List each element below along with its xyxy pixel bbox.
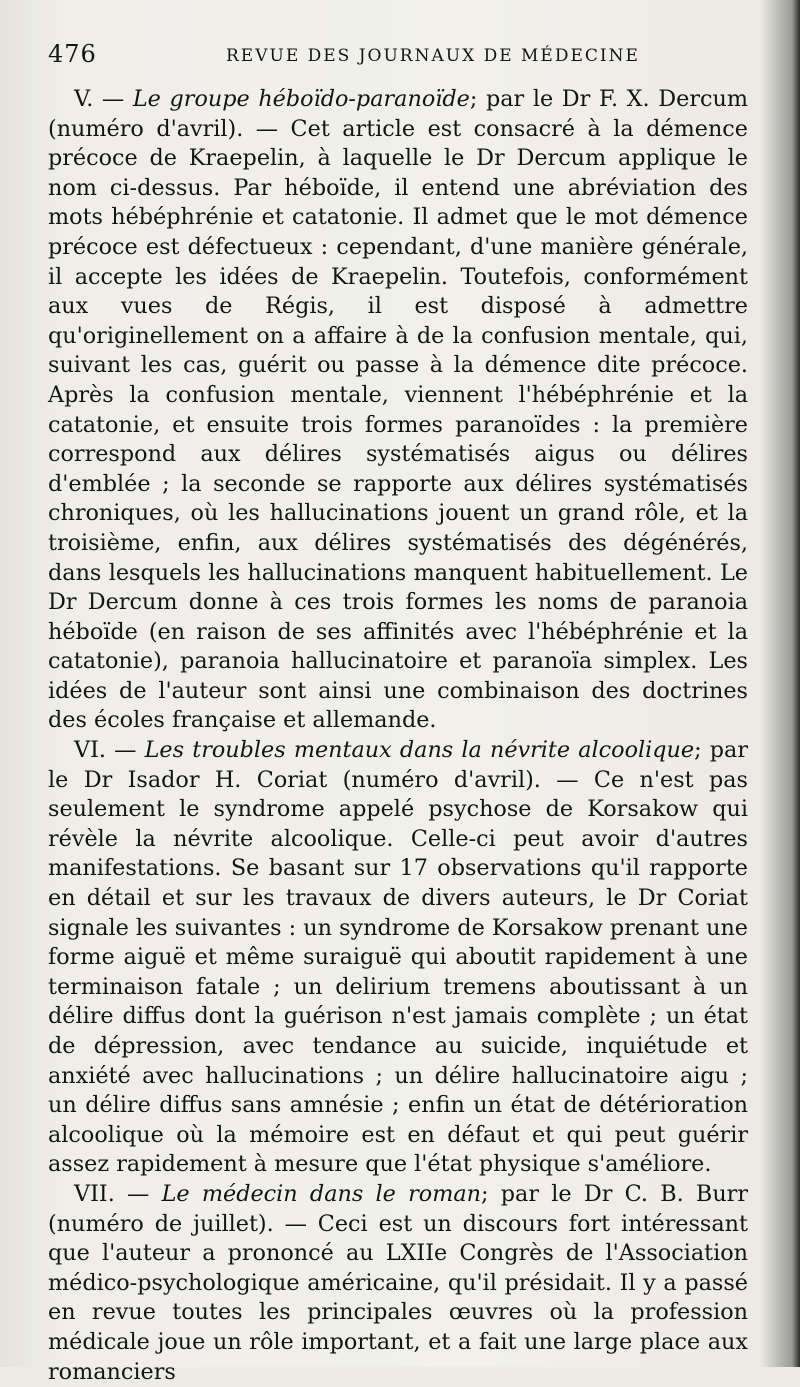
article-text: ; par le Dr C. B. Burr (numéro de juillet). — Ceci est un discours fort intéressant que l'auteur a prononcé au LXIIe Congrès de l'Association médico-psychologique américaine, qu'il présidait. Il y a passé en revue toutes les principales œuvres où la profession médicale joue un rôle important, et a fait une large place aux romanciers bbox=[48, 1180, 748, 1385]
article-title: Le médecin dans le roman bbox=[161, 1180, 481, 1207]
page-header bbox=[48, 34, 748, 74]
article-vii bbox=[48, 1180, 748, 1387]
page-number: 476 bbox=[48, 40, 97, 68]
running-title: REVUE DES JOURNAUX DE MÉDECINE bbox=[226, 46, 640, 66]
article-title: Les troubles mentaux dans la névrite alcoolique bbox=[144, 737, 695, 764]
article-title: Le groupe héboïdo-paranoïde bbox=[132, 86, 470, 112]
article-number: VI. — bbox=[74, 737, 137, 764]
article-vi bbox=[48, 736, 748, 1180]
article-text: ; par le Dr Isador H. Coriat (numéro d'avril). — Ce n'est pas seulement le syndrome appelé psychose de Korsakow qui révèle la névrite alcoolique. Celle-ci peut avoir d'autres manifestations. Se basant sur 17 observations qu'il rapporte en détail et sur les travaux de divers auteurs, le Dr Coriat signale les suivantes : un syndrome de Korsakow prenant une forme aiguë et même suraiguë qui aboutit rapidement à une terminaison fatale ; un delirium tremens aboutissant à un délire diffus dont la guérison n'est jamais complète ; un état de dépression, avec tendance au suicide, inquiétude et anxiété avec hallucinations ; un délire hallucinatoire aigu ; un délire diffus sans amnésie ; enfin un état de détérioration alcoolique où la mémoire est en défaut et qui peut guérir assez rapidement à mesure que l'état physique s'améliore. bbox=[48, 737, 748, 1178]
article-number: V. — bbox=[74, 86, 125, 112]
article-text: ; par le Dr F. X. Dercum (numéro d'avril). — Cet article est consacré à la démence précoce de Kraepelin, à laquelle le Dr Dercum applique le nom ci-dessus. Par héboïde, il entend une abréviation des mots hébéphrénie et catatonie. Il admet que le mot démence précoce est défectueux : cependant, d'une manière générale, il accepte les idées de Kraepelin. Toutefois, conformément aux vues de Régis, il est disposé à admettre qu'originellement on a affaire à de la confusion mentale, qui, suivant les cas, guérit ou passe à la démence dite précoce. Après la confusion mentale, viennent l'hébéphrénie et la catatonie, et ensuite trois formes paranoïdes : la première correspond aux délires systématisés aigus ou délires d'emblée ; la seconde se rapporte aux délires systématisés chroniques, où les hallucinations jouent un grand rôle, et la troisième, enfin, aux délires systématisés des dégénérés, dans lesquels les hallucinations manquent habituellement. Le Dr Dercum donne à ces trois formes les noms de paranoia héboïde (en raison de ses affinités avec l'hébéphrénie et la catatonie), paranoia hallucinatoire et paranoïa simplex. Les idées de l'auteur sont ainsi une combinaison des doctrines des écoles française et allemande. bbox=[48, 86, 748, 734]
body-text bbox=[48, 85, 748, 1387]
article-number: VII. — bbox=[74, 1180, 150, 1207]
article-v bbox=[48, 85, 748, 736]
